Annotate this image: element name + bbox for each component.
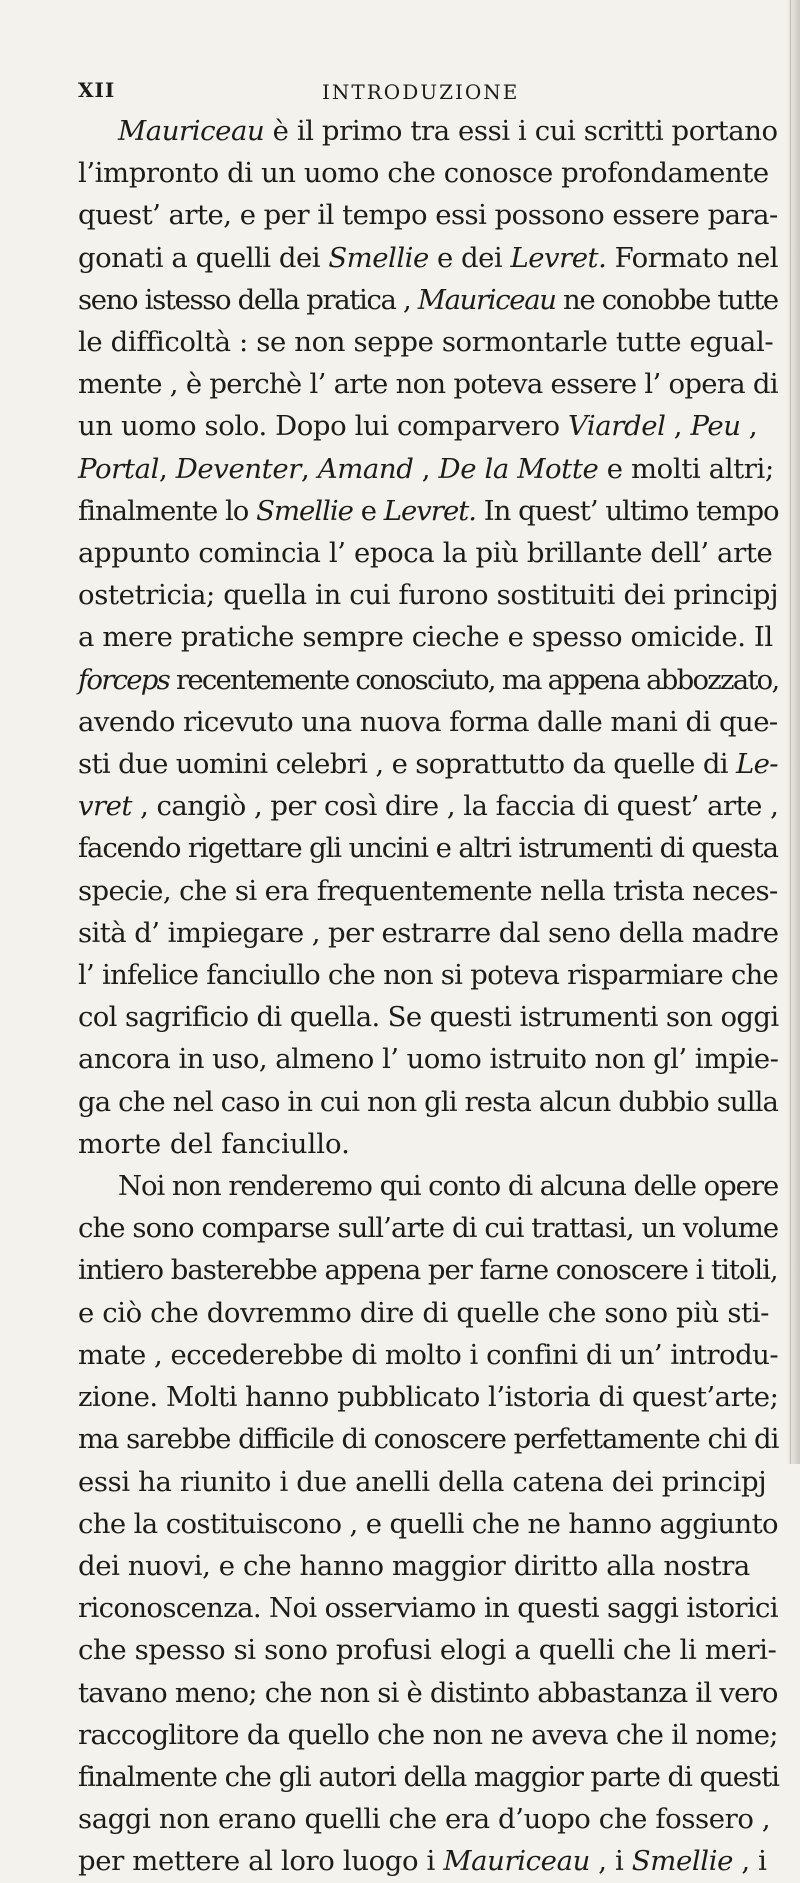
italic-name: Viardel: [567, 410, 666, 443]
text-line: [78, 1461, 798, 1503]
text-segment: sità d’ impiegare , per estrarre dal seno della madre: [78, 916, 779, 949]
text-line: [78, 1629, 798, 1671]
italic-name: Deventer: [175, 452, 301, 485]
text-line: [78, 1545, 798, 1587]
text-segment: a mere pratiche sempre cieche e spesso omicide. Il: [78, 621, 773, 654]
text-line: [78, 1714, 798, 1756]
text-segment: morte del fanciullo.: [78, 1127, 350, 1160]
text-line: [78, 616, 798, 658]
text-line: [78, 237, 798, 279]
text-segment: dei nuovi, e che hanno maggior diritto alla nostra: [78, 1549, 750, 1582]
text-segment: che sono comparse sull’arte di cui trattasi, un volume: [78, 1212, 779, 1245]
text-line: [78, 785, 798, 827]
text-line: [78, 1587, 798, 1629]
text-line: [78, 1081, 798, 1123]
text-segment: che spesso si sono profusi elogi a quelli che li meri-: [78, 1634, 777, 1667]
text-line: [78, 1756, 798, 1798]
italic-name: Mauriceau: [417, 283, 556, 316]
text-segment: Noi non renderemo qui conto di alcuna delle opere: [118, 1170, 779, 1203]
text-segment: facendo rigettare gli uncini e altri istrumenti di questa: [78, 832, 778, 865]
text-segment: ostetricia; quella in cui furono sostituiti dei principj: [78, 579, 779, 612]
text-segment: l’impronto di un uomo che conosce profondamente: [78, 157, 769, 190]
italic-name: Smellie: [631, 1845, 734, 1878]
text-line: [78, 1207, 798, 1249]
text-segment: ,: [740, 410, 758, 443]
text-segment: Formato nel: [606, 241, 779, 274]
italic-name: Le-: [736, 748, 778, 781]
italic-name: Levret.: [383, 494, 477, 527]
text-segment: è il primo tra essi i cui scritti portano: [264, 115, 778, 147]
text-segment: ,: [665, 410, 691, 443]
text-segment: intiero basterebbe appena per farne conoscere i titoli,: [78, 1254, 778, 1287]
text-segment: ancora in uso, almeno l’ uomo istruito non gl’ impie-: [78, 1043, 779, 1076]
italic-name: Amand: [317, 452, 414, 485]
page-header: [0, 78, 800, 108]
text-line: [78, 110, 798, 152]
text-segment: riconoscenza. Noi osserviamo in questi saggi istorici: [78, 1592, 778, 1625]
body-text: [78, 110, 798, 1883]
text-line: [78, 279, 798, 321]
text-segment: che la costituiscono , e quelli che ne hanno aggiunto: [78, 1507, 778, 1540]
text-line: [78, 1376, 798, 1418]
text-segment: In quest’ ultimo tempo: [476, 494, 779, 527]
text-line: [78, 194, 798, 236]
text-segment: ,: [413, 452, 439, 485]
text-segment: finalmente che gli autori della maggior parte di questi: [78, 1760, 779, 1793]
text-line: [78, 574, 798, 616]
text-line: [78, 743, 798, 785]
text-line: [78, 321, 798, 363]
text-line: [78, 1123, 798, 1165]
text-segment: , i: [589, 1845, 632, 1878]
text-segment: , i: [733, 1845, 767, 1878]
text-line: [78, 1503, 798, 1545]
text-segment: recentemente conosciuto, ma appena abbozzato,: [169, 663, 779, 696]
text-line: [78, 1165, 798, 1207]
text-segment: l’ infelice fanciullo che non si poteva risparmiare che: [78, 959, 778, 992]
text-line: [78, 870, 798, 912]
text-line: [78, 532, 798, 574]
text-line: [78, 1840, 798, 1882]
text-line: [78, 405, 798, 447]
text-segment: le difficoltà : se non seppe sormontarle tutte egual-: [78, 326, 774, 359]
text-segment: ne conobbe tutte: [555, 283, 778, 316]
text-segment: ma sarebbe difficile di conoscere perfettamente chi di: [78, 1423, 779, 1456]
italic-name: Smellie: [328, 241, 429, 274]
italic-name: Portal: [78, 452, 160, 485]
italic-name: Mauriceau: [443, 1845, 590, 1878]
italic-name: vret: [78, 790, 132, 823]
text-segment: ga che nel caso in cui non gli resta alcun dubbio sulla: [78, 1085, 779, 1118]
text-line: [78, 152, 798, 194]
text-line: [78, 659, 798, 701]
text-segment: seno istesso della pratica ,: [78, 283, 418, 316]
text-segment: raccoglitore da quello che non ne aveva che il nome;: [78, 1718, 778, 1751]
text-line: [78, 1334, 798, 1376]
text-line: [78, 1798, 798, 1840]
text-line: [78, 912, 798, 954]
text-line: [78, 1038, 798, 1080]
text-segment: zione. Molti hanno pubblicato l’istoria di quest’arte;: [78, 1381, 779, 1414]
text-segment: mate , eccederebbe di molto i confini di un’ introdu-: [78, 1338, 779, 1371]
text-segment: appunto comincia l’ epoca la più brillante dell’ arte: [78, 537, 773, 570]
text-segment: e ciò che dovremmo dire di quelle che sono più sti-: [78, 1296, 770, 1329]
text-line: [78, 1672, 798, 1714]
text-segment: e: [352, 494, 384, 527]
text-line: [78, 1249, 798, 1291]
text-segment: col sagrificio di quella. Se questi istrumenti son oggi: [78, 1001, 779, 1034]
text-segment: quest’ arte, e per il tempo essi possono essere para-: [78, 199, 778, 232]
italic-name: forceps: [78, 663, 169, 696]
text-line: [78, 448, 798, 490]
italic-name: Peu: [690, 410, 741, 443]
italic-name: Mauriceau: [118, 115, 265, 147]
text-segment: un uomo solo. Dopo lui comparvero: [78, 410, 568, 443]
text-segment: avendo ricevuto una nuova forma dalle mani di que-: [78, 705, 778, 738]
text-line: [78, 996, 798, 1038]
italic-name: Levret.: [510, 241, 607, 274]
text-line: [78, 1292, 798, 1334]
text-line: [78, 1418, 798, 1460]
text-line: [78, 701, 798, 743]
text-segment: tavano meno; che non si è distinto abbastanza il vero: [78, 1676, 778, 1709]
text-segment: saggi non erano quelli che era d’uopo che fossero ,: [78, 1803, 771, 1836]
text-segment: essi ha riunito i due anelli della catena dei principj: [78, 1465, 767, 1498]
text-line: [78, 490, 798, 532]
text-segment: e dei: [428, 241, 511, 274]
text-segment: , cangiò , per così dire , la faccia di quest’ arte ,: [131, 790, 779, 823]
running-title: INTRODUZIONE: [322, 80, 520, 104]
text-segment: sti due uomini celebri , e soprattutto da quelle di: [78, 748, 737, 781]
text-line: [78, 827, 798, 869]
italic-name: Smellie: [256, 494, 353, 527]
text-segment: e molti altri;: [598, 452, 774, 485]
text-segment: specie, che si era frequentemente nella trista neces-: [78, 874, 778, 907]
text-segment: per mettere al loro luogo i: [78, 1845, 444, 1878]
italic-name: De la Motte: [438, 452, 599, 485]
text-line: [78, 363, 798, 405]
text-line: [78, 954, 798, 996]
text-segment: finalmente lo: [78, 494, 257, 527]
text-segment: mente , è perchè l’ arte non poteva essere l’ opera di: [78, 368, 778, 401]
page-number: XII: [78, 78, 116, 102]
text-segment: ,: [159, 452, 176, 485]
text-segment: ,: [301, 452, 318, 485]
text-segment: gonati a quelli dei: [78, 241, 329, 274]
